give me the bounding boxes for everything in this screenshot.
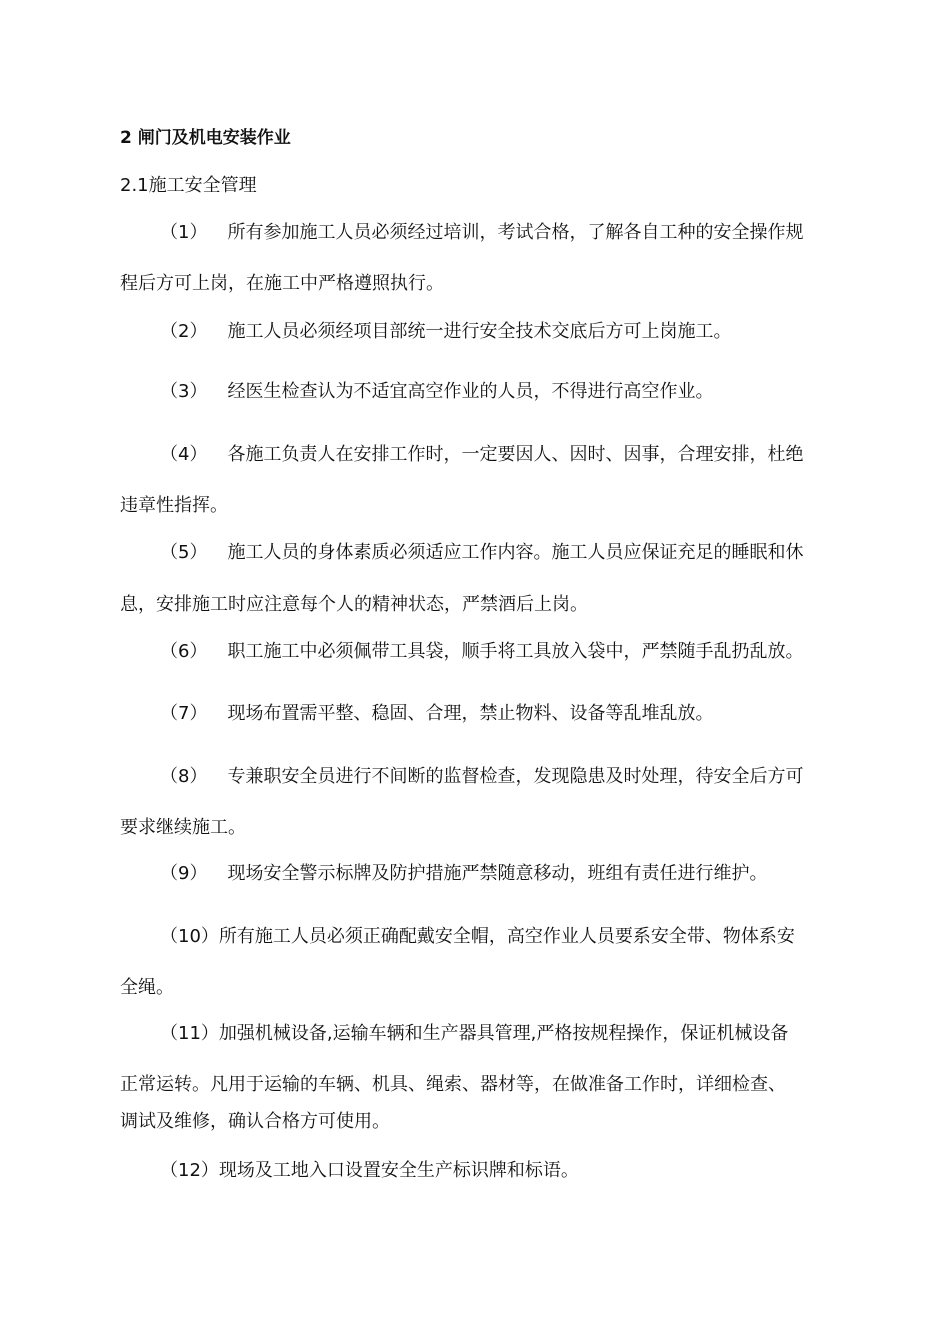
item-number: （12）	[160, 1160, 219, 1181]
list-item	[160, 443, 803, 467]
list-item	[160, 1159, 579, 1183]
item-number: （9）	[160, 863, 208, 884]
item-number: （7）	[160, 703, 208, 724]
item-text: 经医生检查认为不适宜高空作业的人员，不得进行高空作业。	[227, 381, 714, 402]
item-text-continued: 全绳。	[120, 977, 174, 998]
item-text-continued: 违章性指挥。	[120, 495, 228, 516]
list-item	[160, 925, 795, 949]
subsection-title: 2.1施工安全管理	[120, 175, 257, 196]
item-number: （11）	[160, 1023, 219, 1044]
item-text-continued: 息，安排施工时应注意每个人的精神状态，严禁酒后上岗。	[120, 594, 588, 615]
item-number: （3）	[160, 381, 208, 402]
item-number: （6）	[160, 641, 208, 662]
item-text-continued: 程后方可上岗，在施工中严格遵照执行。	[120, 273, 444, 294]
item-text: 施工人员的身体素质必须适应工作内容。施工人员应保证充足的睡眠和休	[227, 542, 804, 563]
item-number: （2）	[160, 321, 208, 342]
list-item	[160, 765, 803, 789]
list-item	[160, 862, 767, 886]
list-item	[160, 221, 803, 245]
list-item	[160, 640, 803, 664]
item-number: （10）	[160, 926, 219, 947]
list-item	[160, 702, 713, 726]
item-number: （1）	[160, 222, 208, 243]
item-text: 专兼职安全员进行不间断的监督检查，发现隐患及时处理，待安全后方可	[227, 766, 804, 787]
item-text: 现场及工地入口设置安全生产标识牌和标语。	[218, 1160, 579, 1181]
item-text-continued: 要求继续施工。	[120, 817, 246, 838]
item-text: 所有参加施工人员必须经过培训，考试合格，了解各自工种的安全操作规	[227, 222, 804, 243]
section-title: 2 闸门及机电安装作业	[120, 128, 291, 148]
item-text: 加强机械设备,运输车辆和生产器具管理,严格按规程操作，保证机械设备	[218, 1023, 789, 1044]
item-number: （8）	[160, 766, 208, 787]
item-text: 现场安全警示标牌及防护措施严禁随意移动，班组有责任进行维护。	[227, 863, 768, 884]
item-text-continued: 正常运转。凡用于运输的车辆、机具、绳索、器材等，在做准备工作时，详细检查、	[120, 1074, 786, 1095]
list-item	[160, 380, 713, 404]
item-text: 现场布置需平整、稳固、合理，禁止物料、设备等乱堆乱放。	[227, 703, 714, 724]
item-text: 职工施工中必须佩带工具袋，顺手将工具放入袋中，严禁随手乱扔乱放。	[227, 641, 804, 662]
list-item	[160, 1022, 788, 1046]
list-item	[160, 320, 731, 344]
item-text: 各施工负责人在安排工作时，一定要因人、因时、因事，合理安排，杜绝	[227, 444, 804, 465]
item-text-continued: 调试及维修，确认合格方可使用。	[120, 1111, 390, 1132]
item-text: 所有施工人员必须正确配戴安全帽，高空作业人员要系安全带、物体系安	[218, 926, 795, 947]
list-item	[160, 541, 803, 565]
item-text: 施工人员必须经项目部统一进行安全技术交底后方可上岗施工。	[227, 321, 732, 342]
item-number: （4）	[160, 444, 208, 465]
item-number: （5）	[160, 542, 208, 563]
